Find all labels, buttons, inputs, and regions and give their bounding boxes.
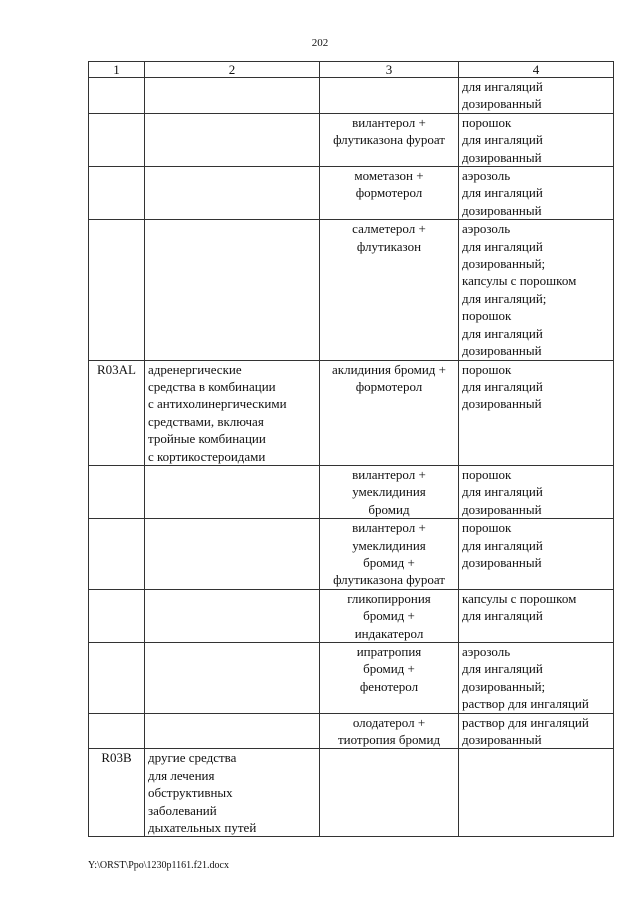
dosage-form-line: раствор для ингаляций [462, 696, 589, 712]
dosage-form-line: порошок [462, 114, 512, 130]
atc-code-cell [89, 589, 145, 642]
dosage-form-line: дозированный [462, 732, 542, 748]
substance-cell [320, 749, 459, 837]
dosage-form-cell [459, 167, 614, 220]
dosage-form-line: аэрозоль [462, 644, 511, 659]
table-row [89, 167, 614, 220]
substance-line: флутиказона фуроат [333, 132, 445, 148]
group-name-line: с антихолинергическими [148, 396, 287, 412]
dosage-form-line: аэрозоль [462, 168, 511, 184]
substance-cell [320, 78, 459, 114]
dosage-form-line: для ингаляций [462, 132, 543, 148]
substance-line: бромид + [363, 661, 415, 677]
substance-line: вилантерол + [352, 114, 426, 130]
group-name-cell [145, 113, 320, 166]
dosage-form-line: для ингаляций; [462, 290, 547, 306]
dosage-form-line: дозированный [462, 396, 542, 412]
dosage-form-cell [459, 643, 614, 714]
dosage-form-line: порошок [462, 466, 512, 482]
table-header-row [89, 62, 614, 78]
atc-code-cell [89, 519, 145, 590]
dosage-form-line: дозированный [462, 149, 542, 165]
substance-line: умеклидиния [352, 484, 426, 500]
substance-line: формотерол [355, 185, 423, 201]
atc-code-cell [89, 113, 145, 166]
substance-cell [320, 589, 459, 642]
group-name-line: средства в комбинации [148, 378, 276, 394]
substance-line: умеклидиния [352, 537, 426, 553]
dosage-form-cell [459, 220, 614, 360]
dosage-form-line: капсулы с порошком [462, 590, 577, 606]
dosage-form-line: для ингаляций [462, 79, 543, 94]
group-name-line: с кортикостероидами [148, 448, 266, 464]
table-row [89, 643, 614, 714]
atc-code-cell [89, 643, 145, 714]
substance-line: гликопиррония [347, 590, 431, 606]
substance-line: бромид + [363, 554, 415, 570]
group-name-cell [145, 167, 320, 220]
dosage-form-line: дозированный [462, 202, 542, 218]
substance-line: салметерол + [352, 221, 426, 237]
substance-cell [320, 519, 459, 590]
dosage-form-line: порошок [462, 308, 512, 324]
dosage-form-line: дозированный [462, 343, 542, 359]
substance-cell [320, 643, 459, 714]
atc-code-cell [89, 220, 145, 360]
table-row [89, 749, 614, 837]
dosage-form-line: для ингаляций [462, 378, 543, 394]
substance-line: флутиказона фуроат [333, 572, 445, 588]
dosage-form-line: для ингаляций [462, 484, 543, 500]
group-name-cell [145, 465, 320, 518]
table-row [89, 713, 614, 749]
dosage-form-line: дозированный [462, 96, 542, 112]
substance-cell [320, 167, 459, 220]
table-row [89, 78, 614, 114]
group-name-cell [145, 643, 320, 714]
dosage-form-line: порошок [462, 361, 512, 377]
substance-line: ипратропия [356, 644, 422, 659]
dosage-form-line: для ингаляций [462, 608, 543, 624]
footer-file-path: Y:\ORST\Ppo\1230p1161.f21.docx [88, 860, 229, 871]
substance-cell [320, 713, 459, 749]
dosage-form-line: для ингаляций [462, 325, 543, 341]
dosage-form-line: дозированный [462, 501, 542, 517]
dosage-form-cell [459, 713, 614, 749]
group-name-line: другие средства [148, 750, 237, 766]
dosage-form-line: раствор для ингаляций [462, 714, 589, 730]
atc-code-cell [89, 78, 145, 114]
substance-line: вилантерол + [352, 520, 426, 536]
atc-code-cell: R03AL [89, 360, 145, 465]
dosage-form-cell [459, 519, 614, 590]
table-row [89, 589, 614, 642]
header-cell-3: 3 [320, 62, 459, 78]
group-name-cell [145, 360, 320, 465]
group-name-line: адренергические [148, 361, 242, 377]
group-name-line: средствами, включая [148, 413, 264, 429]
substance-cell [320, 220, 459, 360]
substance-line: бромид [368, 501, 410, 517]
dosage-form-cell [459, 78, 614, 114]
substance-line: индакатерол [354, 625, 424, 641]
group-name-line: дыхательных путей [148, 820, 257, 836]
substance-line: формотерол [355, 378, 423, 394]
atc-code-cell [89, 465, 145, 518]
group-name-cell [145, 519, 320, 590]
dosage-form-line: для ингаляций [462, 185, 543, 201]
dosage-form-cell [459, 113, 614, 166]
dosage-form-cell [459, 749, 614, 837]
dosage-form-line: капсулы с порошком [462, 273, 577, 289]
substance-line: бромид + [363, 608, 415, 624]
dosage-form-cell [459, 360, 614, 465]
substance-line: флутиказон [356, 238, 422, 254]
dosage-form-cell [459, 589, 614, 642]
header-cell-4: 4 [459, 62, 614, 78]
dosage-form-line: для ингаляций [462, 537, 543, 553]
group-name-line: заболеваний [148, 802, 217, 818]
substance-line: вилантерол + [352, 466, 426, 482]
dosage-form-cell [459, 465, 614, 518]
substance-cell [320, 113, 459, 166]
group-name-line: для лечения [148, 767, 215, 783]
atc-code-cell [89, 167, 145, 220]
group-name-cell [145, 78, 320, 114]
substance-line: аклидиния бромид + [332, 361, 446, 377]
atc-code-cell [89, 713, 145, 749]
substance-line: олодатерол + [352, 714, 426, 730]
group-name-cell [145, 589, 320, 642]
atc-code-cell: R03B [89, 749, 145, 837]
dosage-form-line: для ингаляций [462, 661, 543, 677]
dosage-form-line: для ингаляций [462, 238, 543, 254]
substance-cell [320, 465, 459, 518]
dosage-form-line: дозированный; [462, 256, 546, 272]
table-row [89, 360, 614, 465]
dosage-form-line: дозированный; [462, 678, 546, 694]
dosage-form-line: порошок [462, 520, 512, 536]
table-row [89, 465, 614, 518]
header-cell-1: 1 [89, 62, 145, 78]
group-name-line: обструктивных [148, 785, 233, 801]
table-row [89, 220, 614, 360]
substance-cell [320, 360, 459, 465]
drug-table [88, 61, 614, 837]
dosage-form-line: дозированный [462, 554, 542, 570]
header-cell-2: 2 [145, 62, 320, 78]
table-row [89, 113, 614, 166]
table-row [89, 519, 614, 590]
substance-line: фенотерол [359, 678, 419, 694]
group-name-cell [145, 749, 320, 837]
dosage-form-line: аэрозоль [462, 221, 511, 237]
substance-line: мометазон + [354, 168, 424, 184]
page-number: 202 [311, 37, 329, 49]
group-name-line: тройные комбинации [148, 431, 266, 447]
group-name-cell [145, 713, 320, 749]
group-name-cell [145, 220, 320, 360]
substance-line: тиотропия бромид [337, 732, 441, 748]
